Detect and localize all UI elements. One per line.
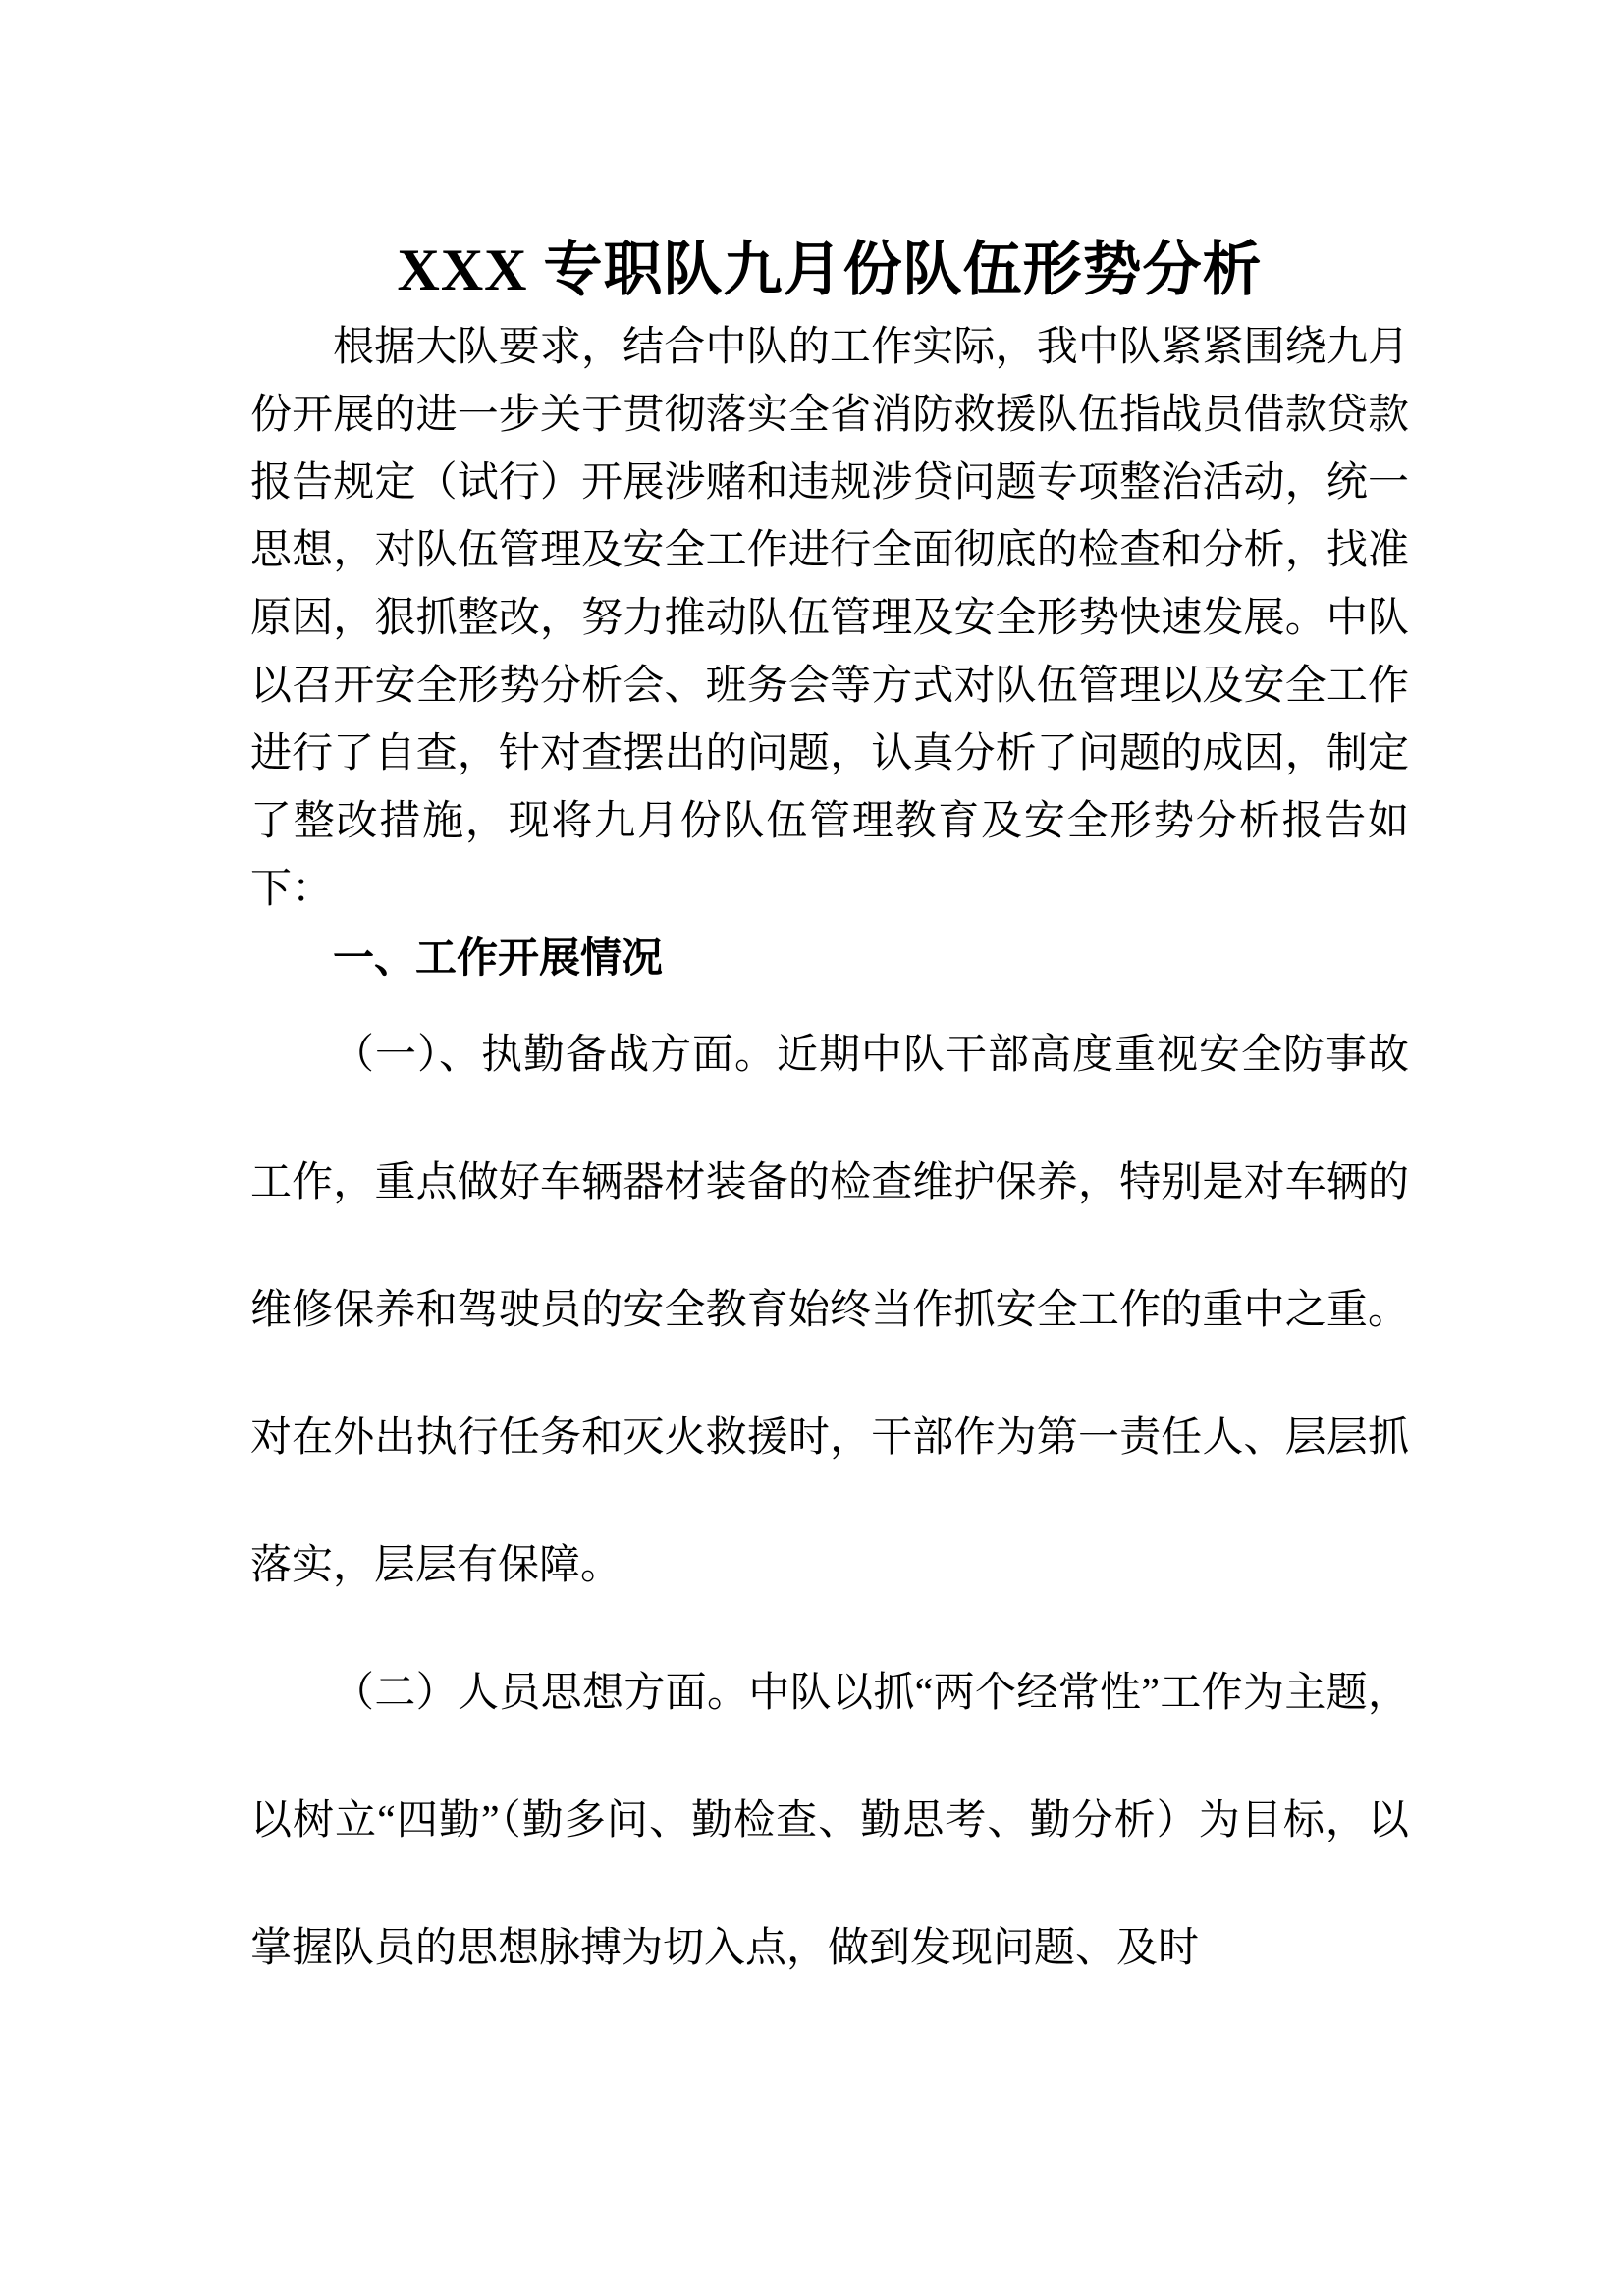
paragraph-item-1-duty-readiness: （一）、执勤备战方面。近期中队干部高度重视安全防事故工作，重点做好车辆器材装备的检查维护保养，特别是对车辆的维修保养和驾驶员的安全教育始终当作抓安全工作的重中之重。对在外出执行任务和灭火救援时，干部作为第一责任人、层层抓落实，层层有保障。: [250, 1033, 1409, 1588]
section-heading-work-progress: 一、工作开展情况: [333, 934, 664, 981]
intro-paragraph: 根据大队要求，结合中队的工作实际，我中队紧紧围绕九月份开展的进一步关于贯彻落实全省消防救援队伍指战员借款贷款报告规定（试行）开展涉赌和违规涉贷问题专项整治活动，统一思想，对队伍管理及安全工作进行全面彻底的检查和分析，找准原因，狠抓整改，努力推动队伍管理及安全形势快速发展。中队以召开安全形势分析会、班务会等方式对队伍管理以及安全工作进行了自查，针对查摆出的问题，认真分析了问题的成因，制定了整改措施，现将九月份队伍管理教育及安全形势分析报告如下：: [250, 325, 1409, 912]
paragraph-item-2-personnel-thought: （二）人员思想方面。中队以抓“两个经常性”工作为主题， 以树立“四勤”（勤多问、勤检查、勤思考、勤分析）为目标，以掌握队员的思想脉搏为切入点，做到发现问题、及时: [250, 1671, 1409, 1971]
document-content: [250, 226, 1409, 2012]
document-title: XXX 专职队九月份队伍形势分析: [397, 238, 1263, 302]
